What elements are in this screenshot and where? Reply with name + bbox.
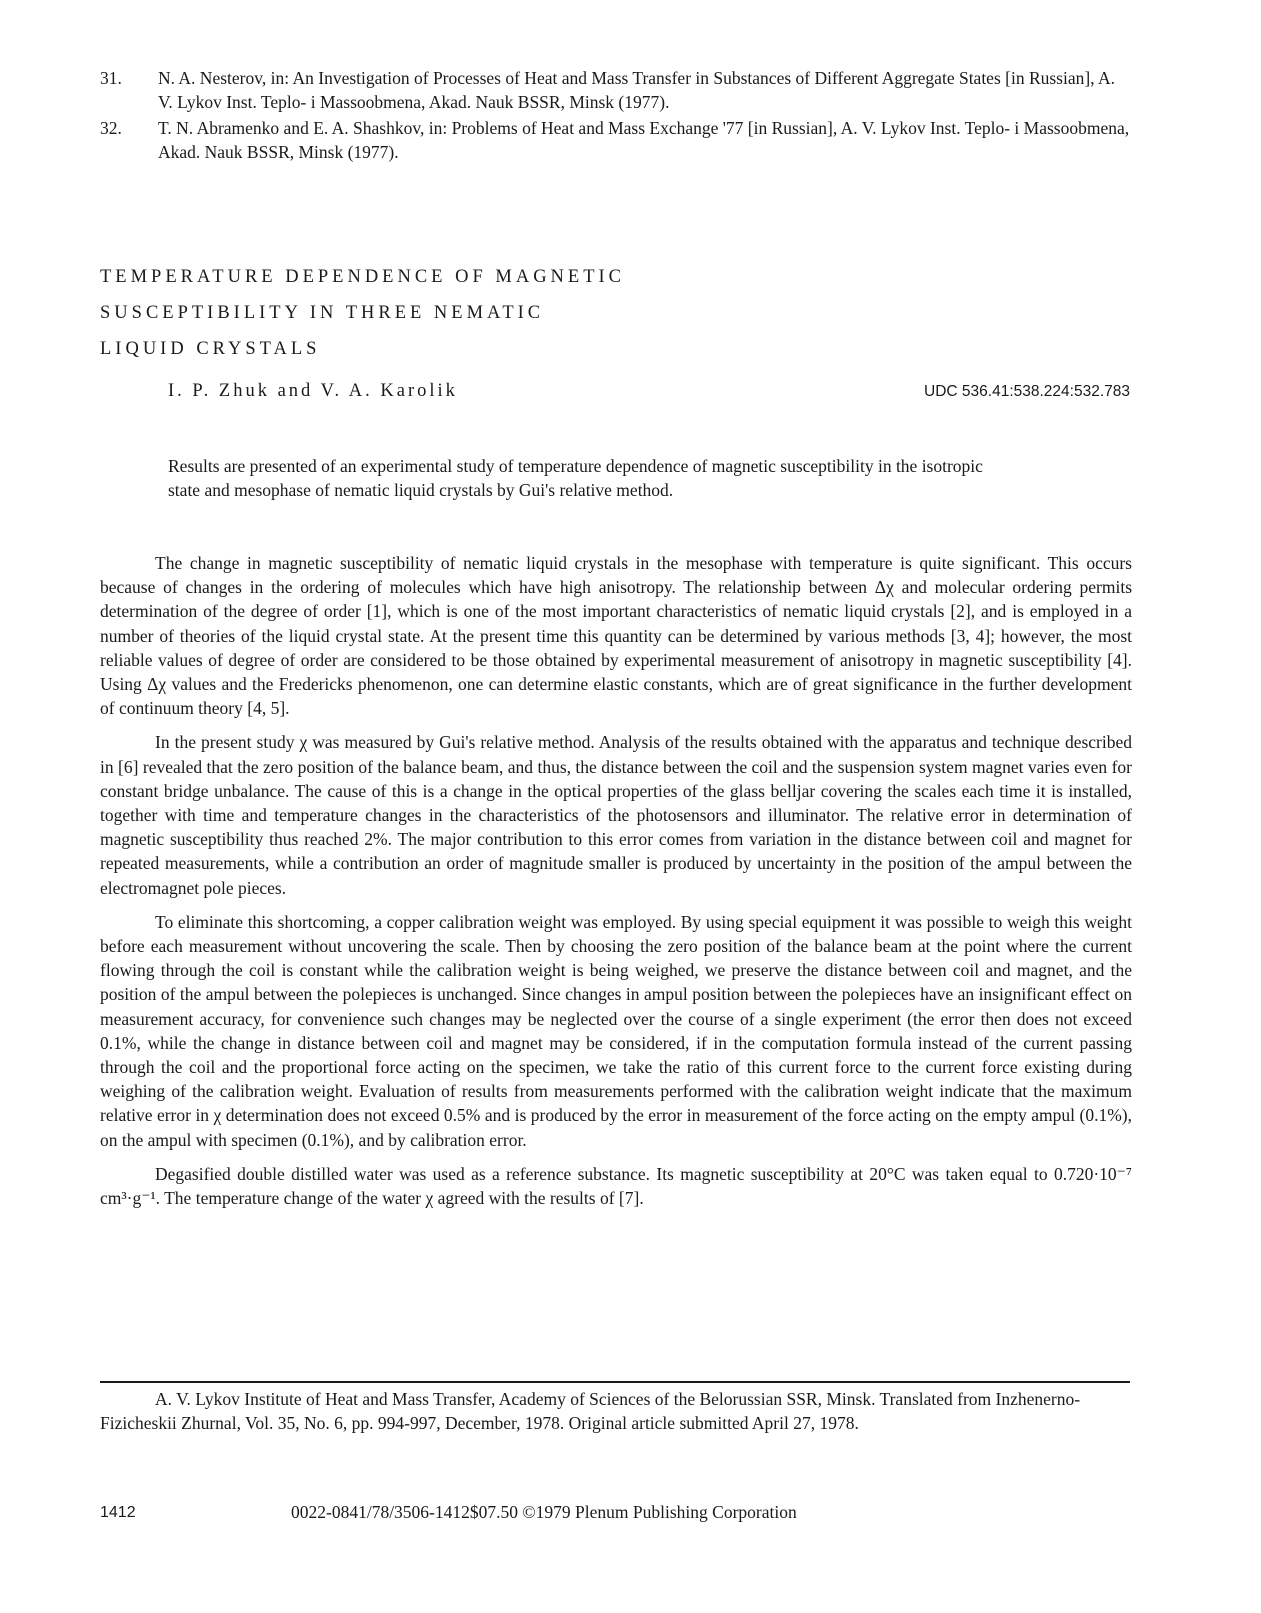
affiliation-footnote: A. V. Lykov Institute of Heat and Mass Transfer, Academy of Sciences of the Belorussian SSR, Minsk. Translated from Inzhenerno-Fizicheskii Zhurnal, Vol. 35, No. 6, pp. 994-997, December, 1978. Original article submitted April 27, 1978. [100,1389,1081,1433]
udc-code: UDC 536.41:538.224:532.783 [924,383,1130,400]
title-line: LIQUID CRYSTALS [100,339,321,359]
reference-number: 32. [100,118,122,138]
body-paragraph: The change in magnetic susceptibility of nematic liquid crystals in the mesophase with temperature is quite significant. This occurs because of changes in the ordering of molecules which have high anisotropy. The relationship between Δχ and molecular ordering permits determination of the degree of order [1], which is one of the most important characteristics of nematic liquid crystals [2], and is employed in a number of theories of the liquid crystal state. At the present time this quantity can be determined by various methods [3, 4]; however, the most reliable values of degree of order are considered to be those obtained by experimental measurement of anisotropy in magnetic susceptibility [4]. Using Δχ values and the Fredericks phenomenon, one can determine elastic constants, which are of great significance in the further development of continuum theory [4, 5]. [100,553,1132,719]
reference-number: 31. [100,68,122,88]
abstract: Results are presented of an experimental study of temperature dependence of magnetic susceptibility in the isotropic state and mesophase of nematic liquid crystals by Gui's relative method. [168,456,983,500]
reference-text: T. N. Abramenko and E. A. Shashkov, in: Problems of Heat and Mass Exchange '77 [in Russian], A. V. Lykov Inst. Teplo- i Massoobmena, Akad. Nauk BSSR, Minsk (1977). [158,118,1130,162]
article-title [100,259,625,367]
reference-item [100,66,1130,114]
footnote-divider [100,1381,1130,1383]
article-authors: I. P. Zhuk and V. A. Karolik [168,381,458,401]
body-paragraph: In the present study χ was measured by Gui's relative method. Analysis of the results obtained with the apparatus and technique described in [6] revealed that the zero position of the balance beam, and thus, the distance between the coil and the suspension system magnet varies even for constant bridge unbalance. The cause of this is a change in the optical properties of the glass belljar covering the scales each time it is installed, together with time and temperature changes in the characteristics of the photosensors and illuminator. The relative error in determination of magnetic susceptibility thus reached 2%. The major contribution to this error comes from variation in the distance between coil and magnet for repeated measurements, while a contribution an order of magnitude smaller is produced by uncertainty in the position of the ampul between the electromagnet pole pieces. [100,732,1132,898]
reference-text: N. A. Nesterov, in: An Investigation of Processes of Heat and Mass Transfer in Substances of Different Aggregate States [in Russian], A. V. Lykov Inst. Teplo- i Massoobmena, Akad. Nauk BSSR, Minsk (1977). [158,68,1115,112]
article-body [100,551,1132,1220]
copyright-line: 0022-0841/78/3506-1412$07.50 ©1979 Plenum Publishing Corporation [291,1502,797,1522]
reference-item [100,116,1130,164]
body-paragraph: Degasified double distilled water was used as a reference substance. Its magnetic susceptibility at 20°C was taken equal to 0.720·10⁻⁷ cm³·g⁻¹. The temperature change of the water χ agreed with the results of [7]. [100,1163,1132,1209]
page-number: 1412 [100,1504,136,1521]
reference-list [100,66,1130,166]
body-paragraph: To eliminate this shortcoming, a copper calibration weight was employed. By using special equipment it was possible to weigh this weight before each measurement without uncovering the scale. Then by choosing the zero position of the balance beam at the point where the current flowing through the coil is constant while the calibration weight is being weighed, we preserve the distance between coil and magnet, and the position of the ampul between the polepieces is unchanged. Since changes in ampul position between the polepieces have an insignificant effect on measurement accuracy, for convenience such changes may be neglected over the course of a single experiment (the error then does not exceed 0.1%, while the change in distance between coil and magnet may be considered, if in the computation formula instead of the current passing through the coil and the proportional force acting on the specimen, we take the ratio of this current force to the current force existing during weighing of the calibration weight. Evaluation of results from measurements performed with the calibration weight indicate that the maximum relative error in χ determination does not exceed 0.5% and is produced by the error in measurement of the force acting on the empty ampul (0.1%), on the ampul with specimen (0.1%), and by calibration error. [100,911,1132,1150]
title-line: SUSCEPTIBILITY IN THREE NEMATIC [100,303,545,323]
title-line: TEMPERATURE DEPENDENCE OF MAGNETIC [100,267,626,287]
